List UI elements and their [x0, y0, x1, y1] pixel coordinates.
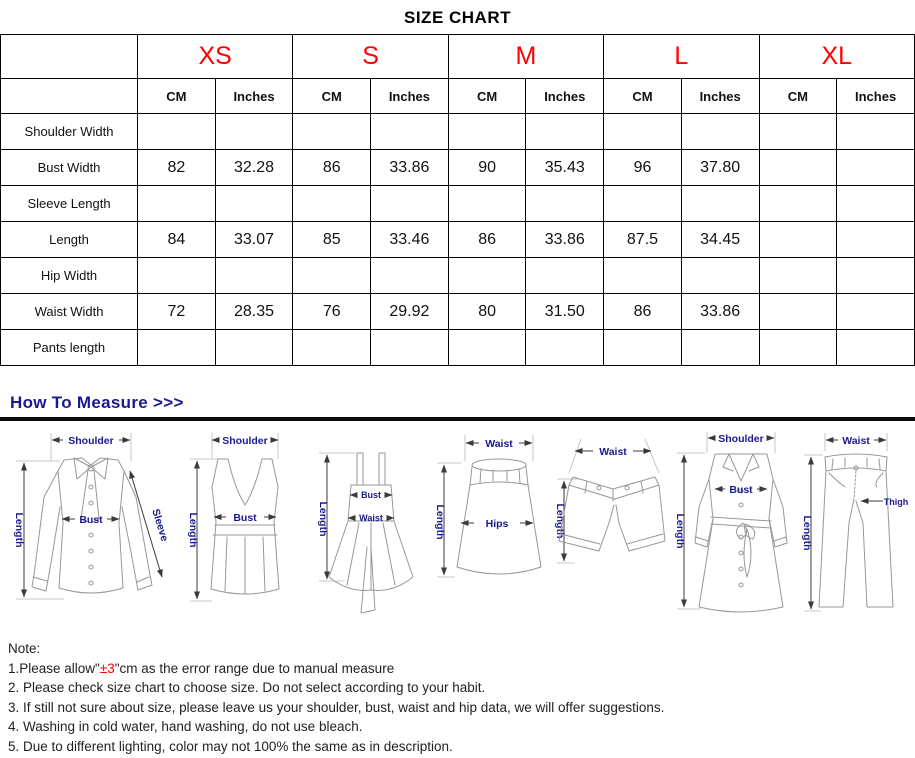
value-cell: [293, 114, 371, 150]
value-cell: 86: [604, 294, 682, 330]
notes-line-3: 3. If still not sure about size, please leave us your shoulder, bust, waist and hip data, we will offer suggestions.: [8, 699, 665, 715]
value-cell: [604, 258, 682, 294]
size-table-body: [1, 114, 915, 366]
value-cell: [759, 222, 837, 258]
value-cell: [448, 258, 526, 294]
page-title: SIZE CHART: [404, 8, 511, 27]
value-cell: [759, 186, 837, 222]
value-cell: [371, 258, 449, 294]
value-cell: [448, 114, 526, 150]
row-label: Shoulder Width: [1, 114, 138, 150]
size-header-row: [1, 35, 915, 79]
value-cell: [759, 294, 837, 330]
dim-label-shoulder: Shoulder: [222, 435, 269, 447]
value-cell: [837, 186, 915, 222]
dim-label-thigh: Thigh: [883, 497, 909, 507]
row-label: Length: [1, 222, 138, 258]
row-label: Pants length: [1, 330, 138, 366]
value-cell: [526, 330, 604, 366]
diagram-dress: [311, 427, 426, 632]
value-cell: 72: [138, 294, 216, 330]
value-cell: [759, 258, 837, 294]
value-cell: [526, 114, 604, 150]
diagram-pants: [799, 427, 909, 632]
table-row: [1, 114, 915, 150]
value-cell: [681, 258, 759, 294]
value-cell: 33.07: [215, 222, 293, 258]
value-cell: [138, 114, 216, 150]
value-cell: [526, 258, 604, 294]
dim-label-length: Length: [187, 512, 200, 548]
value-cell: [371, 186, 449, 222]
value-cell: [604, 114, 682, 150]
how-to-measure-heading: How To Measure >>>: [10, 393, 184, 412]
notes-heading: Note:: [8, 641, 41, 656]
row-label: Waist Width: [1, 294, 138, 330]
dim-label-waist: Waist: [599, 446, 628, 458]
notes-line-1: 1.Please allow"±3"cm as the error range due to manual measure: [8, 660, 395, 676]
row-label: Sleeve Length: [1, 186, 138, 222]
value-cell: [681, 330, 759, 366]
value-cell: 87.5: [604, 222, 682, 258]
value-cell: 80: [448, 294, 526, 330]
row-label: Bust Width: [1, 150, 138, 186]
unit-header-cm: CM: [604, 79, 682, 114]
value-cell: [138, 186, 216, 222]
dim-label-length: Length: [800, 515, 813, 551]
dim-label-waist: Waist: [485, 438, 513, 450]
unit-header-cm: CM: [448, 79, 526, 114]
value-cell: [759, 330, 837, 366]
value-cell: 90: [448, 150, 526, 186]
size-table: [0, 34, 915, 366]
notes-line-5: 5. Due to different lighting, color may not 100% the same as in description.: [8, 738, 453, 754]
size-header-l: L: [604, 35, 759, 79]
table-row: [1, 294, 915, 330]
value-cell: 86: [448, 222, 526, 258]
value-cell: [681, 114, 759, 150]
value-cell: [371, 330, 449, 366]
value-cell: [138, 330, 216, 366]
dim-label-shoulder: Shoulder: [68, 435, 114, 447]
value-cell: 28.35: [215, 294, 293, 330]
measure-diagrams: [0, 421, 915, 627]
table-row: [1, 330, 915, 366]
value-cell: 82: [138, 150, 216, 186]
value-cell: 33.46: [371, 222, 449, 258]
unit-header-inches: Inches: [837, 79, 915, 114]
value-cell: [604, 186, 682, 222]
value-cell: [837, 294, 915, 330]
value-cell: [215, 330, 293, 366]
value-cell: [837, 258, 915, 294]
value-cell: [448, 330, 526, 366]
value-cell: [371, 114, 449, 150]
table-row: [1, 222, 915, 258]
unit-header-inches: Inches: [681, 79, 759, 114]
error-range-accent: ±3: [99, 660, 115, 676]
value-cell: 37.80: [681, 150, 759, 186]
unit-header-row: [1, 79, 915, 114]
value-cell: 86: [293, 150, 371, 186]
value-cell: [215, 186, 293, 222]
unit-header-inches: Inches: [371, 79, 449, 114]
unit-header-cm: CM: [293, 79, 371, 114]
dim-label-hips: Hips: [485, 518, 509, 530]
dim-label-length: Length: [673, 513, 686, 549]
diagram-shorts: [547, 427, 667, 632]
value-cell: [837, 222, 915, 258]
table-row: [1, 186, 915, 222]
value-cell: [293, 186, 371, 222]
value-cell: 96: [604, 150, 682, 186]
table-row: [1, 258, 915, 294]
value-cell: [215, 114, 293, 150]
dim-label-bust: Bust: [360, 490, 381, 500]
value-cell: [681, 186, 759, 222]
dim-label-bust: Bust: [79, 514, 103, 526]
value-cell: [759, 114, 837, 150]
value-cell: [604, 330, 682, 366]
value-cell: 33.86: [371, 150, 449, 186]
value-cell: 31.50: [526, 294, 604, 330]
value-cell: 32.28: [215, 150, 293, 186]
diagram-tank-top: [182, 427, 307, 632]
value-cell: [837, 330, 915, 366]
notes-line-4: 4. Washing in cold water, hand washing, do not use bleach.: [8, 719, 363, 734]
value-cell: [293, 330, 371, 366]
size-header-xl: XL: [759, 35, 915, 79]
size-header-s: S: [293, 35, 448, 79]
corner-cell: [1, 79, 138, 114]
value-cell: [448, 186, 526, 222]
value-cell: 84: [138, 222, 216, 258]
value-cell: 29.92: [371, 294, 449, 330]
dim-label-sleeve: Sleeve: [149, 507, 171, 543]
value-cell: 33.86: [526, 222, 604, 258]
unit-header-cm: CM: [759, 79, 837, 114]
unit-header-inches: Inches: [526, 79, 604, 114]
notes-section: [8, 639, 915, 756]
dim-label-length: Length: [433, 504, 446, 540]
value-cell: [837, 150, 915, 186]
notes-line-2: 2. Please check size chart to choose size. Do not select according to your habit.: [8, 680, 486, 695]
diagram-coat: [671, 427, 796, 632]
unit-header-inches: Inches: [215, 79, 293, 114]
value-cell: 35.43: [526, 150, 604, 186]
dim-label-length: Length: [554, 503, 567, 539]
table-row: [1, 150, 915, 186]
dim-label-waist: Waist: [842, 435, 870, 447]
dim-label-length: Length: [13, 512, 25, 548]
value-cell: 85: [293, 222, 371, 258]
row-label: Hip Width: [1, 258, 138, 294]
size-header-m: M: [448, 35, 603, 79]
diagram-blouse: [4, 427, 179, 632]
dim-label-length: Length: [316, 501, 329, 537]
value-cell: [293, 258, 371, 294]
value-cell: [138, 258, 216, 294]
value-cell: 33.86: [681, 294, 759, 330]
dim-label-bust: Bust: [233, 512, 257, 524]
unit-header-cm: CM: [138, 79, 216, 114]
value-cell: [759, 150, 837, 186]
value-cell: 34.45: [681, 222, 759, 258]
value-cell: 76: [293, 294, 371, 330]
value-cell: [837, 114, 915, 150]
value-cell: [526, 186, 604, 222]
size-header-xs: XS: [138, 35, 293, 79]
dim-label-bust: Bust: [728, 484, 753, 496]
dim-label-shoulder: Shoulder: [717, 433, 764, 445]
dim-label-waist: Waist: [358, 513, 383, 523]
value-cell: [215, 258, 293, 294]
diagram-skirt: [429, 427, 544, 632]
corner-cell: [1, 35, 138, 79]
